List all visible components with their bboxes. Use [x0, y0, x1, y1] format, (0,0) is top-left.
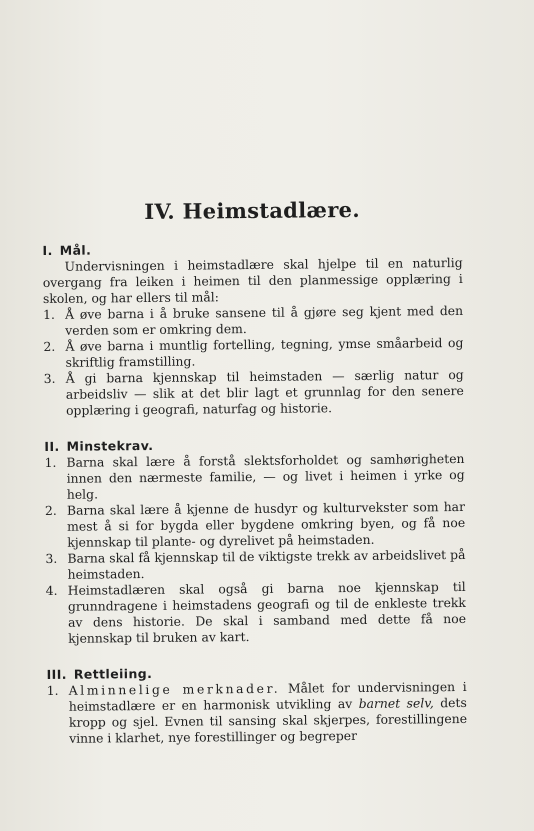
- item-text: Barna skal få kjennskap til de viktigste trekk av arbeidslivet på heimstaden.: [67, 546, 466, 582]
- section-intro: Undervisningen i heimstadlære skal hjelpe til en naturlig overgang fra leiken i heimen til den planmessige opplæring i skolen, og har ellers til mål:: [42, 254, 463, 306]
- item-spaced-heading: Alminnelige merknader.: [68, 680, 281, 698]
- list-item: [43, 303, 463, 339]
- section-title: Rettleiing.: [73, 665, 153, 682]
- section-number: I.: [42, 242, 53, 258]
- goals-list: [43, 303, 464, 419]
- requirements-list: [44, 451, 466, 647]
- list-item: [45, 547, 465, 583]
- item-italic-text: barnet selv,: [358, 695, 434, 711]
- item-text: Å øve barna i å bruke sansene til å gjøre seg kjent med den verden som er omkring dem.: [65, 302, 464, 338]
- item-text: dets kropp og sjel. Evnen til sansing skal skjerpes, forestillingene vinne i klarhet, nye forestillinger og begreper: [68, 694, 468, 746]
- item-text: Å øve barna i muntlig fortelling, tegning, ymse småarbeid og skriftlig framstilling.: [65, 334, 464, 370]
- item-text: Heimstadlæren skal også gi barna noe kjennskap til grunndragene i heimstadens geografi og til de enkleste trekk av dens historie. De skal i samband med dette få noe kjennskap til bruken av kart.: [67, 578, 467, 646]
- item-number: 1.: [46, 682, 59, 698]
- section-rettleiing: [46, 663, 467, 747]
- item-number: 2.: [44, 502, 57, 518]
- item-number: 3.: [45, 550, 58, 566]
- item-text: Å gi barna kjennskap til heimstaden — særlig natur og arbeidsliv — slik at det blir lagt et grunnlag for den senere opplæring i geografi, naturfag og historie.: [65, 366, 464, 418]
- section-title: Mål.: [59, 242, 92, 258]
- section-number: III.: [46, 666, 67, 682]
- item-text: Barna skal lære å forstå slektsforholdet og samhørigheten innen den nærmeste familie, — og livet i heimen i yrke og helg.: [66, 450, 465, 502]
- item-number: 2.: [43, 338, 56, 354]
- chapter-title: IV. Heimstadlære.: [144, 196, 361, 225]
- page-content: [42, 196, 467, 767]
- item-number: 3.: [43, 370, 56, 386]
- item-text: Målet for undervisningen i heimstadlære er en harmonisk utvikling av: [68, 678, 467, 714]
- list-item: [47, 679, 468, 747]
- guidance-list: [47, 679, 468, 747]
- list-item: [43, 335, 463, 371]
- item-number: 1.: [43, 306, 55, 322]
- list-item: [44, 367, 464, 419]
- list-item: [44, 451, 464, 503]
- section-number: II.: [44, 438, 60, 454]
- section-minstekrav: [44, 435, 466, 647]
- item-number: 1.: [44, 454, 57, 470]
- list-item: [46, 579, 467, 647]
- item-text: Barna skal lære å kjenne de husdyr og kulturvekster som har mest å si for bygda eller bygdene omkring byen, og få noe kjennskap til plante- og dyrelivet på heimstaden.: [66, 498, 466, 550]
- section-title: Minstekrav.: [66, 437, 154, 454]
- item-number: 4.: [45, 582, 58, 598]
- list-item: [45, 499, 465, 551]
- section-mal: [42, 239, 464, 419]
